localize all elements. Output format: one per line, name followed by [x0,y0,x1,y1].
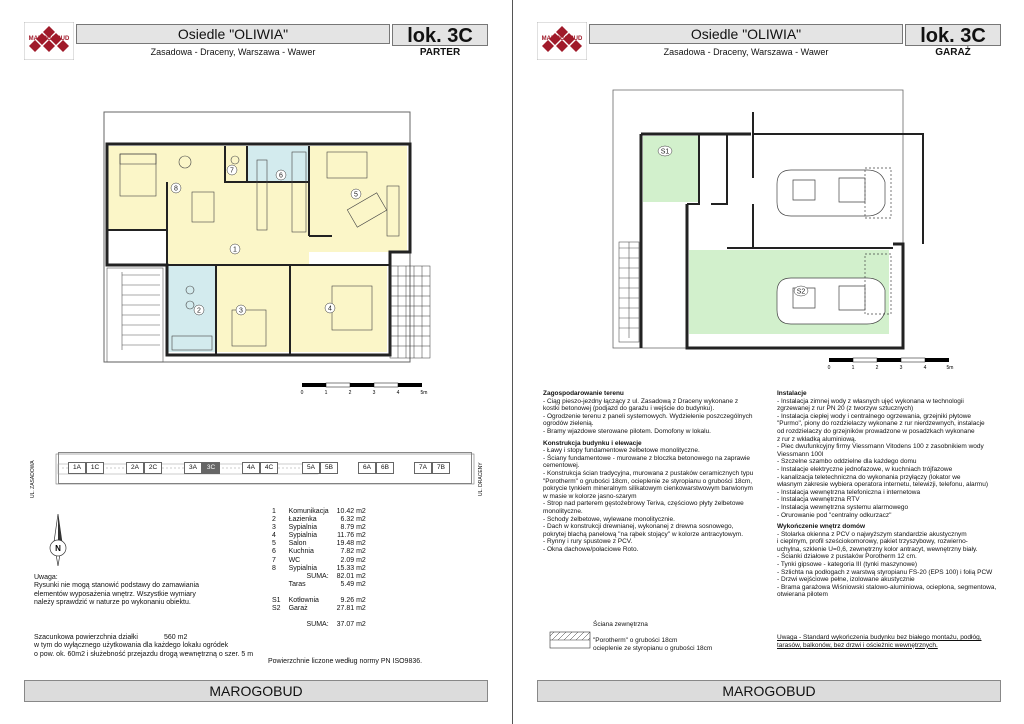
room-row [268,508,370,516]
spec-line: - Piec dwufunkcyjny firmy Viessmann Vitodens 100 z zasobnikiem wody [777,443,984,451]
footer-brand: MAROGOBUD [24,680,488,702]
svg-text:N: N [55,544,61,553]
scale-tick: 5m [420,390,428,396]
room-area: 27.81 m2 [336,605,366,613]
spec-line: pokrycie tynkiem mineralnym silikatowym cienkowarstwowym barwionym [543,485,753,493]
disclaimer: Uwaga: Rysunki nie mogą stanowić podstawy do zamawiania elementów wyposażenia wnętrz. Wszystkie wymiary należy sprawdzić w naturze po wykonaniu obiektu. [34,574,199,607]
unit-number: lok. 3C [905,24,1001,46]
room-row [268,565,370,573]
staircase [107,268,163,362]
standard-note: Uwaga - Standard wykończenia budynku bez białego montażu, podłóg, tarasów, balkonów, bez drzwi i ościeżnic wewnętrznych. [777,634,982,649]
spec-line: - Instalacja ciepłej wody i centralnego ogrzewania, grzejniki płytowe [777,412,972,420]
project-address: Zasadowa - Draceny, Warszawa - Wawer [150,47,316,57]
room-name: Sypialnia [288,532,317,540]
terrace-area: 5.49 m2 [340,580,366,588]
scale-tick: 3 [899,365,903,371]
spec-line: i cieplnym, profil sześciokomorowy, pakiet trzyszybowy, rozwierno- [777,538,968,546]
spec-line: kostki betonowej (podjazd do garażu i wejście do budynku). [543,405,715,413]
floor-level: PARTER [419,47,461,58]
room-name: Sypialnia [288,524,317,532]
room-name: Komunikacja [288,508,329,515]
cell [285,613,333,621]
room-row [268,557,370,565]
flat-6b[interactable]: 6B [376,462,394,474]
wall-hatch-icon [549,628,591,650]
spec-line: zgrzewanej z rur PN 20 (z tworzyw sztucznych) [777,405,914,413]
room-area: 9.26 m2 [340,597,366,605]
staircase [619,242,639,342]
spec-column-right [777,390,1017,599]
spec-section-title: Zagospodarowanie terenu [543,390,624,397]
scale-tick: 4 [396,390,400,396]
room-label-4: 4 [328,305,332,313]
logo-text: MAROGOBUD [541,36,583,42]
room-number: 3 [272,524,276,532]
spacer-row [268,613,370,621]
auxiliary-row [268,605,370,613]
spec-line: od rozdzielaczy do grzejników prowadzone w posadzkach wykonane [777,427,975,435]
north-arrow-icon [38,512,78,568]
room-area: 15.33 m2 [336,564,366,572]
room-area: 7.82 m2 [340,548,366,556]
flat-1c[interactable]: 1C [86,462,104,474]
scale-tick: 1 [851,365,855,371]
flat-2c[interactable]: 2C [144,462,162,474]
flat-4a[interactable]: 4A [242,462,260,474]
flat-5b[interactable]: 5B [320,462,338,474]
spec-line: - Schody żelbetowe, wylewane monolitycznie. [543,515,675,523]
room-number: 6 [272,548,276,556]
flat-7a[interactable]: 7A [414,462,432,474]
cell [285,589,333,597]
spec-line: - Instalacja wewnętrzna systemu alarmowego [777,503,909,511]
flat-2a[interactable]: 2A [126,462,144,474]
room-area: 6.32 m2 [340,516,366,524]
room-label-2: 2 [197,307,201,315]
room-label-8: 8 [174,185,178,193]
room-number: 5 [272,540,276,548]
room-number: 8 [272,564,276,572]
cell [333,613,370,621]
spec-line: - Ściany fundamentowe - murowane z bloczka betonowego na zaprawie [543,454,751,462]
spec-line: - Instalacje elektryczne jednofazowe, w kuchniach trójfazowe [777,465,953,473]
spec-line: cementowej. [543,462,580,470]
spec-line: - Ogrodzenie terenu z paneli systemowych. Wydzielenie poszczególnych [543,412,753,420]
flat-3a[interactable]: 3A [184,462,202,474]
room-area: 2.09 m2 [340,556,366,564]
terrace-label: Taras [288,580,306,588]
spec-line: - Strop nad parterem gęstożebrowy Teriva, częściowo płyty żelbetowe [543,500,744,508]
scale-tick: 5m [946,365,954,371]
flat-4c[interactable]: 4C [260,462,278,474]
spec-line: "Purmo", piony do rozdzielaczy wykonane z rur nierdzewnych, instalacje [777,420,985,428]
room-label-7: 7 [230,167,234,175]
spec-line: - Bramy wjazdowe sterowane pilotem. Domofony w lokalu. [543,427,711,435]
spec-line: - Tynki gipsowe - kategoria III (tynki maszynowe) [777,561,918,569]
spec-line: - Ścianki działowe z pustaków Porotherm 12 cm. [777,553,917,561]
room-label-3: 3 [239,307,243,315]
room-area: 11.76 m2 [337,532,366,540]
spec-line: - Szlichta na podłogach z warstwą styropianu FS-20 (EPS 100) i folią PCW [777,568,993,576]
scale-tick: 2 [348,390,352,396]
flat-6a[interactable]: 6A [358,462,376,474]
cell [333,589,370,597]
spec-line: - Ciąg pieszo-jezdny łączący z ul. Zasadową z Draceny wykonane z [543,397,739,405]
scale-tick: 0 [300,390,304,396]
cell [268,573,285,581]
room-name: Kotłownia [288,597,319,605]
street-zasadowa: UL. ZASADOWA [30,460,36,498]
room-label-1: 1 [233,246,237,254]
spec-line: w masie w kolorze jasno-szarym [543,492,637,500]
scale-tick: 0 [827,365,831,371]
spec-line: - Okna dachowe/połaciowe Roto. [543,545,639,553]
spec-line: pokrytej blachą panelową "na rąbek stojący" w kolorze antracytowym. [543,530,744,538]
floor-level: GARAŻ [935,47,971,58]
room-number: S2 [272,605,281,613]
spec-section-title: Konstrukcja budynku i elewacje [543,439,642,447]
spec-line: - Dach w konstrukcji drewnianej, wykonanej z drewna sosnowego, [543,523,734,531]
ground-floor-plan [92,100,442,400]
scale-bar [301,383,428,396]
garage-floor-plan [603,88,963,374]
spacer-row [268,589,370,597]
spec-line: z rur z wkładką aluminiową. [777,435,857,443]
room-area: 19.48 m2 [336,540,366,548]
spec-section-title: Instalacje [777,390,807,397]
spec-column-left [543,390,768,553]
spec-line: otwierana pilotem [777,591,828,599]
room-row [268,524,370,532]
cell [268,621,285,629]
room-row [268,548,370,556]
room-s1-fill [643,136,699,202]
flat-5a[interactable]: 5A [302,462,320,474]
room-name: Łazienka [288,516,317,524]
terrace-row [268,581,370,589]
auxiliary-row [268,597,370,605]
room-label-s1: S1 [660,148,670,156]
sum-label: SUMA: [306,572,329,580]
spec-line: - Instalacja wewnętrzna RTV [777,496,860,504]
flat-1a[interactable]: 1A [68,462,86,474]
room-row [268,540,370,548]
scale-bar [828,358,954,371]
sum-value: 37.07 m2 [336,621,366,629]
flat-3c-selected[interactable]: 3C [202,462,220,474]
room-4-fill [291,266,387,352]
scale-tick: 1 [324,390,328,396]
plot-info: Szacunkowa powierzchnia działki 560 m2 w tym do wyłącznego użytkowania dla każdego lokalu ogródek o pow. ok. 60m2 i służebność przejazdu drogą wewnętrzną o szer. 5 m [34,634,254,658]
norm-note: Powierzchnie liczone według normy PN ISO9836. [268,658,423,665]
spec-line: - kanalizacja teletechniczna do wykonania przyłączy (lokator we [777,473,961,481]
room-area: 8.79 m2 [340,524,366,532]
logo-text: MAROGOBUD [28,36,70,42]
room-number: 1 [272,508,276,515]
wall-legend-line: ocieplenie ze styropianu o grubości 18cm [593,645,713,652]
scale-tick: 4 [923,365,927,371]
flat-7b[interactable]: 7B [432,462,450,474]
footer-brand: MAROGOBUD [537,680,1001,702]
room-row [268,532,370,540]
spec-line: Viessmann 100l [777,450,824,458]
spec-line: - Szczelne szambo oddzielne dla każdego domu [777,458,917,466]
sum-label: SUMA: [306,621,329,629]
spec-line: własnym zakresie wybiera operatora internetu, telewizji, telefonu, alarmu) [777,481,988,489]
unit-number: lok. 3C [392,24,488,46]
spec-line: uchylna, szklenie U=0,6, zewnętrzny kolor antracyt, wewnętrzny biały. [777,545,978,553]
wall-legend-title: Ściana zewnętrzna [593,621,648,628]
spec-line: monolityczne. [543,507,583,515]
room-3-fill [217,266,289,352]
room-number: 7 [272,556,276,564]
room-number: 4 [272,532,276,540]
room-name: Garaż [288,605,308,613]
room-number: S1 [272,597,281,605]
street-draceny: UL. DRACENY [478,462,484,496]
room-label-s2: S2 [796,288,806,296]
room-name: Salon [288,540,307,548]
spec-section-title: Wykończenie wnętrz domów [777,523,866,531]
cell [268,589,285,597]
spec-line: - Ławy i stopy fundamentowe żelbetowe monolityczne. [543,447,700,455]
spec-line: - Instalacja zimnej wody z własnych ujęć wykonana w technologii [777,397,964,405]
room-label-5: 5 [354,191,358,199]
spec-line: - Konstrukcja ścian tradycyjna, murowana z pustaków ceramicznych typu [543,469,754,477]
spec-line: ogrodów zielenią. [543,420,594,428]
cell [268,613,285,621]
room-row [268,516,370,524]
project-title: Osiedle "OLIWIA" [589,24,903,44]
scale-tick: 2 [875,365,879,371]
spec-line: - Orurowanie pod "centralny odkurzacz" [777,511,892,519]
wall-legend-line: "Porotherm" o grubości 18cm [593,637,678,644]
spec-line: - Drzwi wejściowe pełne, izolowane akustycznie [777,576,915,584]
spec-line: - Instalacja wewnętrzna telefoniczna i internetowa [777,488,921,496]
room-area: 10.42 m2 [336,508,366,515]
right-sheet [512,0,1024,724]
project-address: Zasadowa - Draceny, Warszawa - Wawer [663,47,829,57]
room-name: Kuchnia [288,548,314,556]
room-name: WC [288,556,301,564]
sum-value: 82.01 m2 [336,572,366,580]
spec-line: - Stolarka okienna z PCV o najwyższym standardzie akustycznym [777,530,967,538]
sum-row [268,621,370,629]
car-icons [777,168,891,324]
project-title: Osiedle "OLIWIA" [76,24,390,44]
spec-line: "Porotherm" o grubości 18cm, ocieplenie ze styropianu o grubości 18cm, [543,477,753,485]
sum-row [268,573,370,581]
room-areas-table [268,508,370,629]
spec-line: - Brama garażowa Wiśniowski stalowo-aluminiowa, ocieplona, segmentowa, [777,583,997,591]
spec-line: - Rynny i rury spustowe z PCV. [543,538,633,546]
scale-tick: 3 [372,390,376,396]
room-number: 2 [272,516,276,524]
cell [268,581,285,589]
room-label-6: 6 [279,172,283,180]
room-name: Sypialnia [288,564,317,572]
